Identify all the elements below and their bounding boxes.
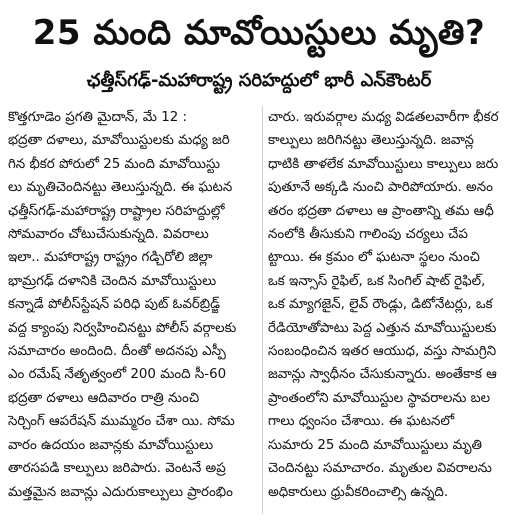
body-line: సమాచారం అందింది. దీంతో అదనపు ఎస్పీ <box>8 344 226 360</box>
body-line: భామ్రగఢ్‌ దళానికి చెందిన మావోయిస్టులు <box>8 273 217 289</box>
body-line: కొత్తగూడెం ప్రగతి మైదాన్‌, మే 12 : <box>8 110 188 125</box>
body-line: లు మృతిచెందినట్టు తెలుస్తున్నది. ఈ ఘటన <box>8 180 233 196</box>
body-line: ఒక మ్యాగజైన్‌, లైవ్‌ రౌండ్లు, డిటోనేటర్లు, ఒక <box>268 297 493 313</box>
body-line: కాల్పులు జరిగినట్టు తెలుస్తున్నది. జవాన్ల <box>268 133 474 149</box>
body-line: నంలోకి తీసుకుని గాలింపు చర్యలు చేప <box>268 227 468 243</box>
subheadline: ఛత్తీస్‌గఢ్‌-మహారాష్ట్ర సరిహద్దులో భారీ ఎన్‌కౌంటర్‌ <box>86 70 432 91</box>
body-line: సెర్చింగ్‌ ఆపరేషన్‌ ముమ్మరం చేశా యి. సోమ <box>8 414 235 430</box>
body-line: తారసపడి కాల్పులు జరిపారు. వెంటనే అప్ర <box>8 461 226 477</box>
body-line: భద్రతా దళాలు ఆదివారం రాత్రి నుంచి <box>8 390 200 406</box>
body-line: గిన భీకర పోరులో 25 మంది మావోయిస్టు <box>8 156 221 172</box>
body-line: ఎం రమేష్‌ నేతృత్వంలో 200 మంది సీ-60 <box>8 367 227 383</box>
body-line: అధికారులు ధ్రువీకరించాల్సి ఉన్నది. <box>268 484 449 500</box>
body-line: వారం ఉదయం జవాన్లకు మావోయిస్టులు <box>8 437 214 453</box>
body-line: పుతూనే అక్కడి నుంచి పారిపోయారు. అనం <box>268 180 493 196</box>
body-line: సంబంధించిన ఇతర ఆయుధ, వస్తు సామగ్రిని <box>268 344 497 360</box>
headline: 25 మంది మావోయిస్టులు మృతి? <box>32 13 486 53</box>
body-line: వద్ద క్యాంపు నిర్వహించినట్టు పోలీస్‌ వర్గాలకు <box>8 320 237 336</box>
body-line: తరం భద్రతా దళాలు ఆ ప్రాంతాన్ని తమ ఆధీ <box>268 203 494 219</box>
body-line: గాలు ధ్వంసం చేశాయి. ఈ ఘటనలో <box>268 414 455 430</box>
body-line: ఇలా.. మహారాష్ట్ర రాష్ట్రం గడ్చిరోలి జిల్లా <box>8 250 213 266</box>
body-line: రేడియోతోపాటు పెద్ద ఎత్తున మావోయిస్టులకు <box>268 320 497 336</box>
body-line: చారు. ఇరువర్గాల మధ్య విడతలవారీగా భీకర <box>268 110 499 125</box>
body-line: సుమారు 25 మంది మావోయిస్టులు మృతి <box>268 437 483 453</box>
body-line: ధాటికి తాళలేక మావోయిస్టులు కాల్పులు జరు <box>268 156 499 172</box>
article-column-left <box>8 106 258 514</box>
body-line: భద్రతా దళాలు, మావోయిస్టులకు మధ్య జరి <box>8 133 230 149</box>
body-line: సోమవారం చోటుచేసుకున్నది. వివరాలు <box>8 227 209 243</box>
body-line: కన్నాడే పోలీస్‌స్టేషన్‌ పరిధి పుట్‌ ఓవర్‌బ్రిడ్జ్‌ <box>8 297 221 313</box>
column-divider <box>262 106 263 514</box>
body-line: ప్రాంతంలోని మావోయిస్టుల స్థావరాలను బల <box>268 390 491 406</box>
body-line: ఛత్తీస్‌గఢ్‌-మహారాష్ట్ర రాష్ట్రాల సరిహద్దుల్లో <box>8 203 225 219</box>
body-line: ట్టాయి. ఈ క్రమం లో ఘటనా స్థలం నుంచి <box>268 250 480 266</box>
body-line: ఒక ఇన్సాస్‌ రైఫిల్‌, ఒక సింగిల్‌ షాట్‌ రైఫిల్‌, <box>268 273 486 289</box>
article-column-right <box>268 106 514 514</box>
body-line: చెందినట్టు సమాచారం. మృతుల వివరాలను <box>268 461 492 477</box>
body-line: జవాన్లు స్వాధీనం చేసుకున్నారు. అంతేకాక ఆ <box>268 367 497 383</box>
body-line: మత్తమైన జవాన్లు ఎదురుకాల్పులు ప్రారంభిం <box>8 484 233 500</box>
